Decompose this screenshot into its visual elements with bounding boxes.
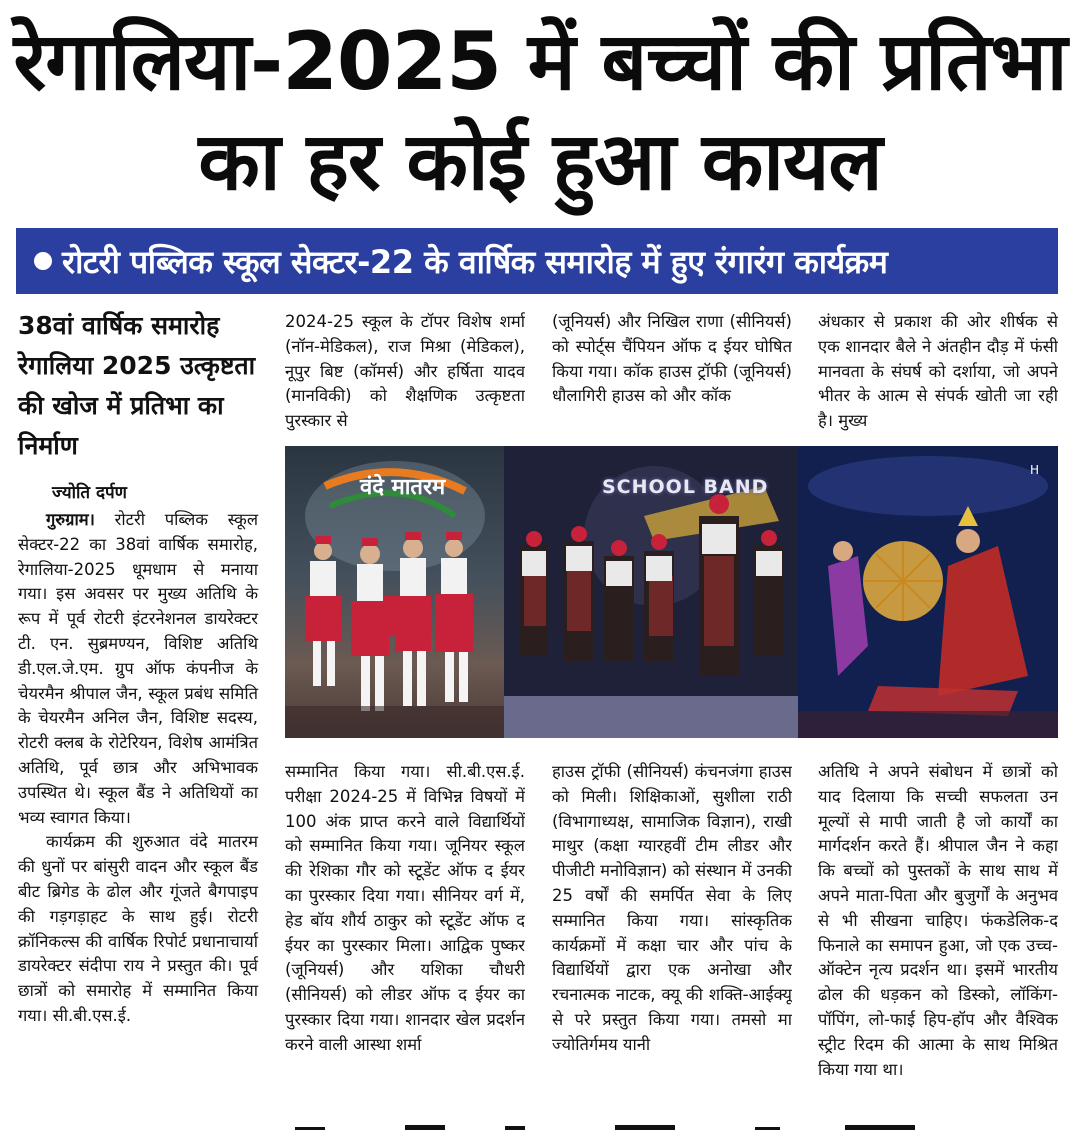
headline-line-1: रेगालिया-2025 में बच्चों की प्रतिभा — [13, 15, 1067, 108]
subheadline: रोटरी पब्लिक स्कूल सेक्टर-22 के वार्षिक समारोह में हुए रंगारंग कार्यक्रम — [62, 242, 888, 281]
photo3-mark: H — [1030, 463, 1040, 477]
photo-flute-performance — [285, 446, 504, 738]
col2-top-text: 2024-25 स्कूल के टॉपर विशेष शर्मा (नॉन-मेडिकल), राज मिश्रा (मेडिकल), नूपुर बिष्ट (कॉमर्स) और हर्षिता यादव (मानविकी) को शैक्षणिक उत्कृष्टता पुरस्कार से — [285, 312, 525, 431]
column-1 — [18, 508, 258, 1029]
column-4-bottom — [818, 760, 1058, 1110]
col2-bottom-text: सम्मानित किया गया। सी.बी.एस.ई. परीक्षा 2024-25 में विभिन्न विषयों में 100 अंक प्राप्त करने वाले विद्यार्थियों को सम्मानित किया गया। जूनियर स्कूल की रेशिका गौर को स्टूडेंट ऑफ द ईयर का पुरस्कार दिया गया। सीनियर वर्ग में, हेड बॉय शौर्य ठाकुर को स्टूडेंट ऑफ द ईयर का पुरस्कार मिला। आद्विक पुष्कर (जूनियर्स) और यशिका चौधरी (सीनियर्स) को लीडर ऑफ द ईयर का पुरस्कार दिया गया। शानदार खेल प्रदर्शन करने वाली आस्था शर्मा — [285, 762, 525, 1054]
column-4-top — [818, 310, 1058, 434]
photo1-sign: वंदे मातरम — [360, 475, 446, 500]
col4-top-text: अंधकार से प्रकाश की ओर शीर्षक से एक शानदार बैले ने अंतहीन दौड़ में फंसी मानवता के संघर्ष को दर्शाया, जो अपने भीतर के आत्म से संपर्क खोती जा रही है। मुख्य — [818, 312, 1058, 431]
col1-paragraph-1: रोटरी पब्लिक स्कूल सेक्टर-22 का 38वां वार्षिक समारोह, रेगालिया-2025 धूमधाम से मनाया गया। इस अवसर पर मुख्य अतिथि के रूप में पूर्व रोटरी इंटरनेशनल डायरेक्टर टी. एन. सुब्रमण्यन, विशिष्ट अतिथि डी.एल.जे.एम. ग्रुप ऑफ कंपनीज के चेयरमैन श्रीपाल जैन, स्कूल प्रबंध समिति के चेयरमैन अनिल जैन, विशिष्ट सदस्य, रोटरी क्लब के रोटेरियन, विशेष आमंत्रित अतिथि, पूर्व छात्र और अभिभावक उपस्थित थे। स्कूल बैंड ने अतिथियों का भव्य स्वागत किया। — [18, 510, 259, 827]
col3-top-text: (जूनियर्स) और निखिल राणा (सीनियर्स) को स्पोर्ट्स चैंपियन ऑफ द ईयर घोषित किया गया। कॉक हाउस ट्रॉफी (जूनियर्स) धौलागिरी हाउस को और कॉक — [552, 312, 792, 406]
headline-line-2: का हर कोई हुआ कायल — [198, 115, 882, 208]
column-2-bottom — [285, 760, 525, 1110]
bullet-dot-icon — [34, 252, 52, 270]
column-3-bottom — [552, 760, 792, 1110]
kicker-heading: 38वां वार्षिक समारोह रेगालिया 2025 उत्कृष्टता की खोज में प्रतिभा का निर्माण — [18, 311, 256, 460]
photo-dance-drama — [798, 446, 1058, 738]
column-3-top — [552, 310, 792, 434]
column-2-top — [285, 310, 525, 434]
col4-bottom-text: अतिथि ने अपने संबोधन में छात्रों को याद दिलाया कि सच्ची सफलता उन मूल्यों से मापी जाती है जो कार्यों का मार्गदर्शन करते हैं। श्रीपाल जैन ने कहा कि बच्चों को पुस्तकों के साथ साथ में अपने माता-पिता और बुजुर्गों के अनुभव से भी सीखना चाहिए। फंकडेलिक-द फिनाले का समापन हुआ, जो एक उच्च-ऑक्टेन नृत्य प्रदर्शन था। इसमें भारतीय ढोल की धड़कन को डिस्को, लॉकिंग-पॉपिंग, लो-फाई हिप-हॉप और वैश्विक स्ट्रीट रिदम की आत्मा के साथ मिश्रित किया गया था। — [818, 762, 1058, 1079]
photo-school-band — [504, 446, 798, 738]
headline — [0, 0, 1080, 215]
photo2-sign: SCHOOL BAND — [602, 476, 769, 498]
col3-bottom-text: हाउस ट्रॉफी (सीनियर्स) कंचनजंगा हाउस को मिली। शिक्षिकाओं, सुशीला राठी (विभागाध्यक्ष, सामाजिक विज्ञान), राखी माथुर (कक्षा ग्यारहवीं टीम लीडर और पीजीटी मनोविज्ञान) को संस्थान में उनकी 25 वर्षों की समर्पित सेवा के लिए सम्मानित किया गया। सांस्कृतिक कार्यक्रमों में कक्षा चार और पांच के विद्यार्थियों द्वारा एक अनोखा और रचनात्मक नाटक, क्यू की शक्ति-आईक्यू से परे प्रस्तुत किया गया। तमसो मा ज्योतिर्गमय यानी — [552, 762, 792, 1054]
byline: ज्योति दर्पण — [52, 483, 127, 503]
subheadline-bar — [16, 228, 1058, 294]
dateline: गुरुग्राम। — [46, 510, 95, 529]
next-article-cutoff — [285, 1118, 1065, 1130]
col1-paragraph-2: कार्यक्रम की शुरुआत वंदे मातरम की धुनों पर बांसुरी वादन और स्कूल बैंड बीट ब्रिगेड के ढोल और गूंजते बैगपाइप की गड़गड़ाहट के साथ हुई। रोटरी क्रॉनिकल्स की वार्षिक रिपोर्ट प्रधानाचार्या डायरेक्टर संदीपा राय ने प्रस्तुत की। पूर्व छात्रों को समारोह में सम्मानित किया गया। सी.बी.एस.ई. — [18, 832, 258, 1025]
